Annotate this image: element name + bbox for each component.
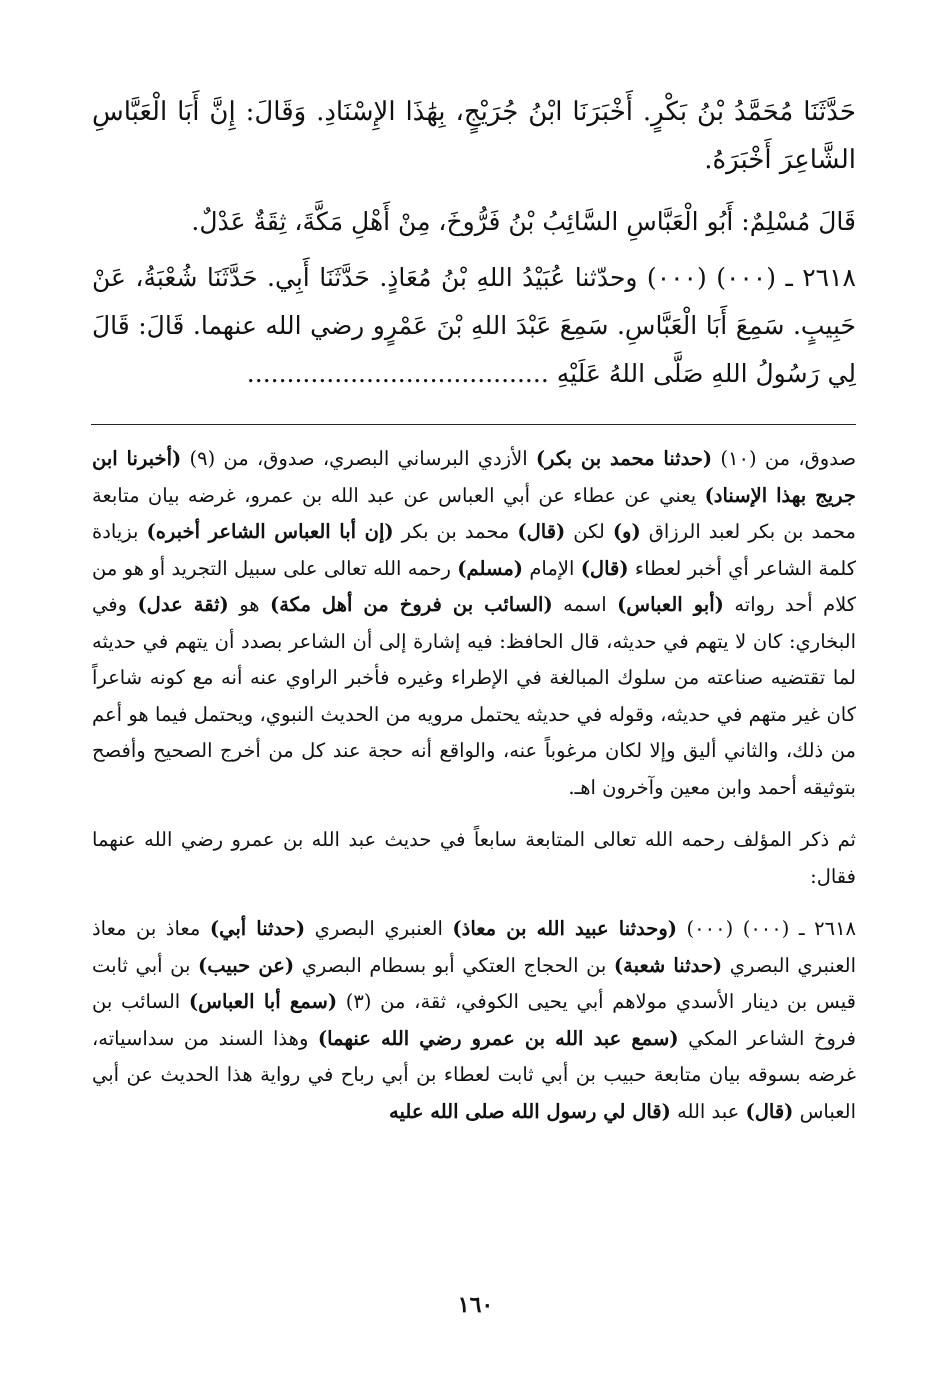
- commentary-text: رحمه الله تعالى على سبيل التجريد أو هو من كلام أحد رواته: [92, 556, 857, 616]
- quoted-phrase: (و): [612, 520, 641, 543]
- commentary-text: محمد بن بكر: [401, 520, 510, 543]
- quoted-phrase: (ثقة عدل): [137, 593, 229, 616]
- commentary-text: وهذا السند من سداسياته، غرضه بسوقه بيان متابعة حبيب بن أبي ثابت لعطاء بن أبي رباح في رواية هذا الحديث عن أبي العباس: [92, 1026, 856, 1123]
- commentary-text: لكن: [573, 520, 605, 543]
- quoted-phrase: (إن أبا العباس الشاعر أخبره): [146, 520, 394, 543]
- quoted-phrase: (حدثنا أبي): [209, 917, 306, 940]
- commentary-text: بزيادة كلمة الشاعر أي أخبر لعطاء: [92, 520, 857, 580]
- hadith-2618: [92, 254, 856, 398]
- quoted-phrase: (حدثنا محمد بن بكر): [535, 447, 713, 470]
- hadith-text: [92, 88, 856, 398]
- quoted-phrase: (سمع أبا العباس): [188, 990, 338, 1013]
- quoted-phrase: (أبو العباس): [617, 593, 724, 616]
- commentary-text: الأزدي البرساني البصري، صدوق، من (٩): [189, 447, 528, 470]
- commentary-text: بن أبي ثابت قيس بن دينار الأسدي مولاهم أبي يحيى الكوفي، ثقة، من (٣): [92, 953, 856, 1013]
- quoted-phrase: (أخبرنا ابن جريج بهذا الإسناد): [92, 447, 856, 507]
- hadith-2618-text: ٢٦١٨ ـ (٠٠٠) (٠٠٠) وحدّثنا عُبَيْدُ اللهِ بْنُ مُعَاذٍ. حَدَّثَنَا أَبِي. حَدَّثَنَا شُعْبَةُ، عَنْ حَبِيبٍ. سَمِعَ أَبَا الْعَبَّاسِ. سَمِعَ عَبْدَ اللهِ بْنَ عَمْرٍو رضي الله عنهما. قَالَ: قَالَ لِي رَسُولُ اللهِ صَلَّى اللهُ عَلَيْهِ: [92, 263, 856, 388]
- hadith-line-isnad: حَدَّثَنَا مُحَمَّدُ بْنُ بَكْرٍ. أَخْبَرَنَا ابْنُ جُرَيْجٍ، بِهَٰذَا الإِسْنَادِ. وَقَالَ: إِنَّ أَبَا الْعَبَّاسِ الشَّاعِرَ أَخْبَرَهُ.: [92, 97, 856, 175]
- muslim-statement: قَالَ مُسْلِمٌ: أَبُو الْعَبَّاسِ السَّائِبُ بْنُ فَرُّوخَ، مِنْ أَهْلِ مَكَّةَ، ثِقَةٌ عَدْلٌ.: [191, 207, 856, 236]
- commentary-text: صدوق، من (١٠): [720, 447, 856, 470]
- commentary-text: يعني عن عطاء عن أبي العباس عن عبد الله بن عمرو، غرضه بيان متابعة محمد بن بكر لعبد الرزاق: [92, 483, 856, 543]
- commentary-text: ٢٦١٨ ـ (٠٠٠) (٠٠٠): [686, 917, 857, 940]
- quoted-phrase: (سمع عبد الله بن عمرو رضي الله عنهما): [317, 1026, 679, 1050]
- commentary-text: وفي البخاري: كان لا يتهم في حديثه، قال الحافظ: فيه إشارة إلى أن الشاعر بصدد أن يتهم في حديثه لما تقتضيه صناعته من سلوك المبالغة في الإطراء وغيره فأخبر الراوي عنه أنه مع كونه شاعراً كان غير متهم في حديثه، وقوله في حديثه يحتمل مرويه من الحديث النبوي، ويحتمل فيما هو أعم من ذلك، والثاني أليق وإلا لكان مرغوباً عنه، والواقع أنه حجة عند كل من أخرج الصحيح وأفصح بتوثيقه أحمد وابن معين وآخرون اهـ.: [92, 593, 856, 799]
- commentary-paragraph-3: [92, 911, 856, 1130]
- commentary-text: معاذ بن معاذ العنبري البصري: [92, 917, 856, 977]
- footnote-divider: [91, 424, 856, 425]
- quoted-phrase: (وحدثنا عبيد الله بن معاذ): [452, 917, 677, 940]
- commentary-text: بن الحجاج العتكي أبو بسطام البصري: [301, 953, 607, 977]
- commentary-paragraph-2: ثم ذكر المؤلف رحمه الله تعالى المتابعة سابعاً في حديث عبد الله بن عمرو رضي الله عنهما فقال:: [92, 828, 856, 888]
- quoted-phrase: (عن حبيب): [198, 953, 295, 977]
- commentary-text: الإمام: [529, 556, 575, 580]
- quoted-phrase: (قال): [580, 556, 629, 580]
- page-number: ١٦٠: [457, 1292, 494, 1318]
- quoted-phrase: (مسلم): [457, 556, 524, 580]
- commentary-text: عبد الله: [677, 1099, 740, 1123]
- commentary-text: العنبري البصري: [314, 917, 443, 940]
- commentary-text: السائب بن فروخ الشاعر المكي: [92, 990, 856, 1050]
- quoted-phrase: (قال): [745, 1099, 794, 1123]
- quoted-phrase: (حدثنا شعبة): [613, 953, 723, 977]
- quoted-phrase: (قال لي رسول الله صلى الله عليه: [389, 1099, 671, 1123]
- ellipsis-dots: ......................................: [246, 359, 549, 388]
- commentary-paragraph-1: [92, 441, 856, 806]
- quoted-phrase: (السائب بن فروخ من أهل مكة): [270, 593, 553, 616]
- quoted-phrase: (قال): [517, 520, 566, 543]
- commentary-text: اسمه: [563, 593, 607, 616]
- commentary-text: هو: [239, 593, 260, 616]
- commentary: [92, 441, 856, 1130]
